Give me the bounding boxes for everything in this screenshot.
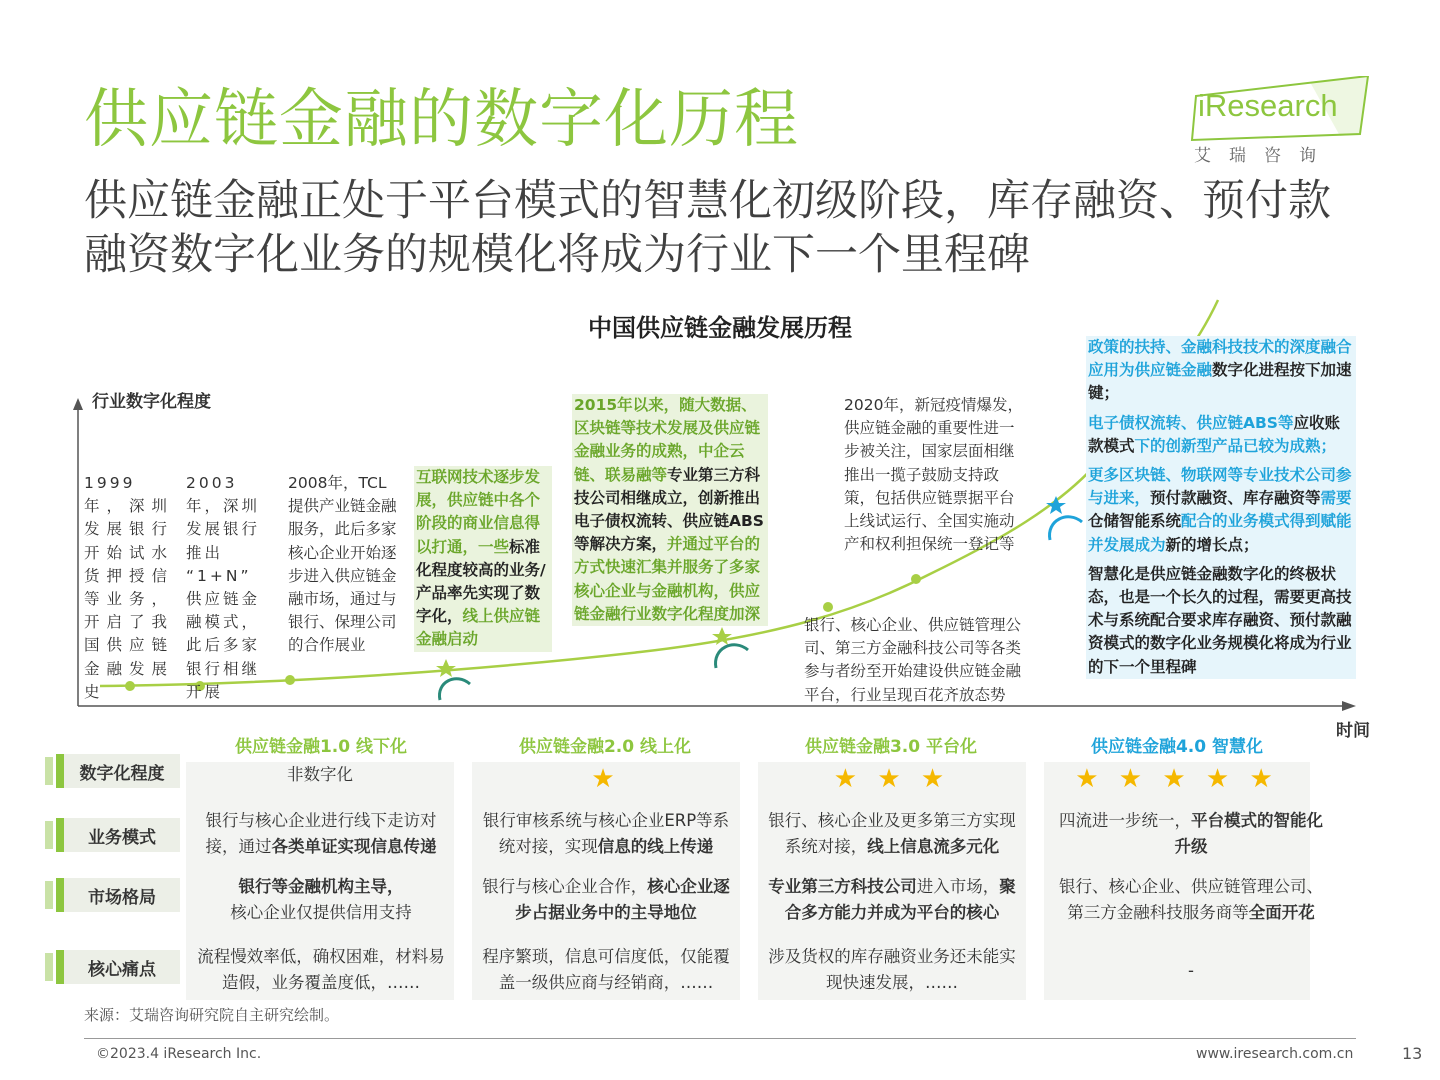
m2015-text-c: 并通过平台的方式快速汇集并服务了多家核心企业与金融机构，供应链金融行业数字化程度加深 xyxy=(574,535,761,623)
market-era-1-b: 核心企业仅提供信用支持 xyxy=(230,903,412,922)
future-p3d: 仓储智能系统 xyxy=(1088,512,1182,531)
market-era-3-a: 专业第三方科技公司 xyxy=(768,877,917,896)
y-axis-arrow-icon xyxy=(73,398,83,410)
page-subtitle: 供应链金融正处于平台模式的智慧化初级阶段，库存融资、预付款融资数字化业务的规模化将成为行业下一个里程碑 xyxy=(84,176,1331,280)
era-3-header: 供应链金融3.0 平台化 xyxy=(804,737,978,757)
digital-era-4-stars-icon: ★ ★ ★ ★ ★ xyxy=(1075,764,1279,794)
row-label-digital: 数字化程度 xyxy=(56,754,180,788)
market-era-1 xyxy=(192,874,450,926)
page-number: 13 xyxy=(1402,1044,1423,1063)
milestone-platform: 银行、核心企业、供应链管理公司、第三方金融科技公司等各类参与者纷至开始建设供应链金融平台，行业呈现百花齐放态势 xyxy=(804,616,1022,704)
point-platform xyxy=(823,602,833,612)
milestone-2003 xyxy=(186,472,272,704)
milestone-internet xyxy=(414,466,552,652)
market-era-3-b: 进入市场， xyxy=(916,877,1000,896)
source-note: 来源：艾瑞咨询研究院自主研究绘制。 xyxy=(84,1006,340,1024)
market-era-3-c: 聚合多方能力并成为平台的核心 xyxy=(784,877,1016,922)
logo-cn: 艾瑞咨询 xyxy=(1194,146,1334,166)
future-p3a: 更多区块链、物联网等专业技术公司参与进来， xyxy=(1088,466,1352,508)
row-label-pain: 核心痛点 xyxy=(56,950,180,984)
era-2-header: 供应链金融2.0 线上化 xyxy=(518,737,692,757)
pain-era-4: - xyxy=(1188,961,1194,980)
digital-era-1: 非数字化 xyxy=(287,765,353,784)
era-4-header: 供应链金融4.0 智慧化 xyxy=(1090,737,1264,757)
market-era-4-a: 银行、核心企业、供应链管理公司、第三方金融科技服务商等 xyxy=(1059,877,1323,922)
market-era-2-b: 核心企业逐步占据业务中的主导地位 xyxy=(515,877,730,922)
future-p1a: 政策的扶持、金融科技技术的深度融合应用为供应链金融 xyxy=(1088,338,1352,380)
future-para-4: 智慧化是供应链金融数字化的终极状态，也是一个长久的过程，需要更高技术与系统配合要求库存融资、预付款融资模式的数字化业务规模化将成为行业的下一个里程碑 xyxy=(1088,564,1352,676)
digital-era-2-stars-icon: ★ xyxy=(591,764,621,794)
milestone-2003-c: 供应链金融模式，此后多家银行相继开展 xyxy=(186,590,261,701)
future-p3f: 新的增长点； xyxy=(1165,535,1259,554)
business-era-3-b: 线上信息流多元化 xyxy=(867,837,1000,856)
market-era-2-a: 银行与核心企业合作， xyxy=(482,877,648,896)
market-era-2 xyxy=(476,874,736,926)
page-title: 供应链金融的数字化历程 xyxy=(84,83,799,157)
pain-era-1: 流程慢效率低，确权困难，材料易造假，业务覆盖度低，…… xyxy=(197,947,445,992)
business-era-2-a: 银行审核系统与核心企业ERP等系统对接，实现 xyxy=(482,811,730,856)
logo-text: iResearch xyxy=(1198,88,1338,123)
business-era-3-a: 银行、核心企业及更多第三方实现系统对接， xyxy=(768,811,1016,856)
milestone-1999: 1999年，深圳发展银行开始试水货押授信等业务，开启了我国供应链金融发展史 xyxy=(84,474,170,701)
market-era-4 xyxy=(1056,874,1326,926)
business-era-2 xyxy=(476,808,736,860)
market-era-1-a: 银行等金融机构主导， xyxy=(238,877,404,896)
chart-title: 中国供应链金融发展历程 xyxy=(588,314,852,342)
internet-text-b: 标准化程度较高的业务/产品率先实现了数字化， xyxy=(416,537,546,626)
internet-text-a: 互联网技术逐步发展，供应链中各个阶段的商业信息得以打通，一些 xyxy=(416,468,541,556)
business-era-4-a: 四流进一步统一， xyxy=(1059,811,1191,830)
pain-era-2: 程序繁琐，信息可信度低，仅能覆盖一级供应商与经销商，…… xyxy=(482,947,730,992)
milestone-2008: 2008年，TCL提供产业链金融服务，此后多家核心企业开始逐步进入供应链金融市场，通过与银行、保理公司的合作展业 xyxy=(288,474,397,655)
row-label-business: 业务模式 xyxy=(56,818,180,852)
milestone-2003-b: “1+N” xyxy=(186,566,252,585)
milestone-2003-a: 2003年，深圳发展银行推出 xyxy=(186,474,261,562)
market-era-3 xyxy=(762,874,1022,926)
business-era-1-a: 银行与核心企业进行线下走访对接，通过 xyxy=(205,811,437,856)
future-para-3 xyxy=(1088,464,1354,557)
point-2008 xyxy=(285,675,295,685)
future-para-1 xyxy=(1088,336,1354,406)
business-era-4-b: 平台模式的智能化升级 xyxy=(1174,811,1323,856)
star-marker-1-icon xyxy=(436,659,470,700)
business-era-1-b: 各类单证实现信息传递 xyxy=(271,837,437,856)
m2015-text-b: 专业第三方科技公司相继成立，创新推出电子债权流转、供应链ABS等解决方案， xyxy=(574,465,764,554)
milestone-2015 xyxy=(572,394,768,626)
future-p1b: 数字化进程按下加速键； xyxy=(1088,361,1352,403)
market-era-4-b: 全面开花 xyxy=(1248,903,1315,922)
digital-era-3-stars-icon: ★ ★ ★ xyxy=(833,764,951,794)
business-era-2-b: 信息的线上传递 xyxy=(597,837,714,856)
business-era-4 xyxy=(1056,808,1326,860)
future-p3b: 预付款融资、库存融资等 xyxy=(1150,489,1321,508)
pain-era-3: 涉及货权的库存融资业务还未能实现快速发展，…… xyxy=(768,947,1016,992)
copyright: ©2023.4 iResearch Inc. xyxy=(96,1046,262,1062)
y-axis-label: 行业数字化程度 xyxy=(92,392,211,412)
internet-text-c: 线上供应链金融启动 xyxy=(416,607,541,649)
point-2020 xyxy=(911,574,921,584)
star-marker-2-icon xyxy=(712,627,748,668)
business-era-3 xyxy=(762,808,1022,860)
future-p3c: 需要 xyxy=(1320,489,1352,508)
milestone-2020: 2020年，新冠疫情爆发，供应链金融的重要性进一步被关注，国家层面相继推出一揽子鼓励支持政策，包括供应链票据平台上线试运行、全国实施动产和权利担保统一登记等 xyxy=(844,396,1023,554)
x-axis-arrow-icon xyxy=(1342,701,1356,711)
row-label-market: 市场格局 xyxy=(56,878,180,912)
business-era-1 xyxy=(192,808,450,860)
future-p3e: 配合的业务模式得到赋能并发展成为 xyxy=(1088,512,1352,554)
footer-divider xyxy=(84,1038,1356,1039)
site-url[interactable]: www.iresearch.com.cn xyxy=(1196,1046,1354,1062)
future-para-2 xyxy=(1088,412,1354,458)
era-1-header: 供应链金融1.0 线下化 xyxy=(234,737,408,757)
x-axis-label: 时间 xyxy=(1336,721,1370,741)
future-p2b: 应收账款模式 xyxy=(1088,413,1340,455)
milestone-future xyxy=(1086,336,1356,679)
future-p2a: 电子债权流转、供应链ABS等 xyxy=(1088,413,1294,432)
future-p2c: 下的创新型产品已较为成熟； xyxy=(1134,436,1337,455)
m2015-text-a: 2015年以来，随大数据、区块链等技术发展及供应链金融业务的成熟，中企云链、联易融等 xyxy=(574,396,761,484)
